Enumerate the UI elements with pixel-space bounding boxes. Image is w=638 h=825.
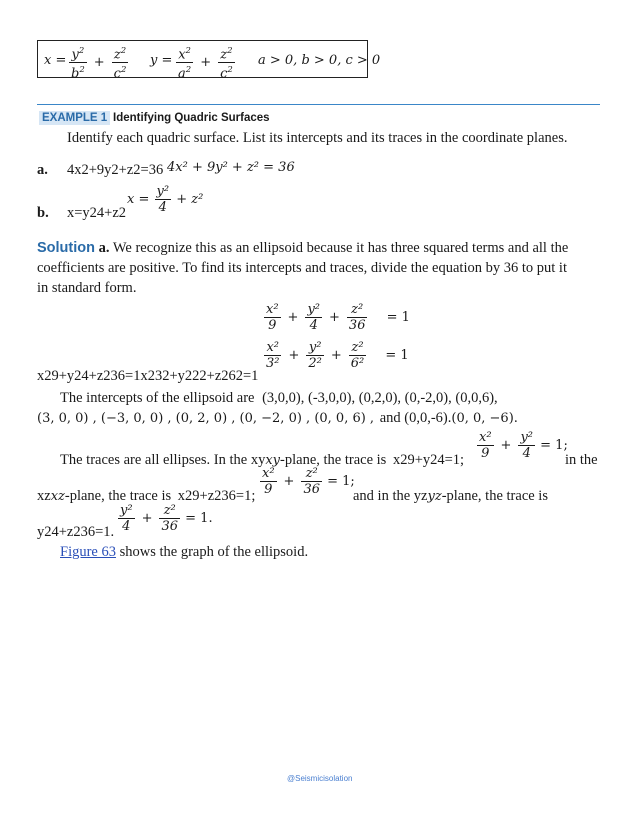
- fraction-z2-c2-second: $\frac{z^2}{c^2}$: [220, 46, 233, 82]
- example-title: Identifying Quadric Surfaces: [113, 112, 270, 124]
- y-equation-rhs: $\frac{x^2}{a^2}$ + $\frac{z^2}{c^2}$: [178, 46, 233, 82]
- watermark: @Seismicisolation: [287, 774, 353, 783]
- figure-63-link[interactable]: Figure 63: [60, 544, 116, 560]
- formula-box: [37, 40, 381, 82]
- x-equation-lhs: x =: [44, 53, 67, 68]
- example-badge: EXAMPLE 1: [39, 111, 110, 125]
- part-b-equation: x = $\frac{\text{y²}}{4}$ + z²: [127, 184, 204, 215]
- part-b-label: b.: [37, 205, 49, 221]
- example-divider: [37, 104, 600, 105]
- fraction-x2-a2: $\frac{x^2}{a^2}$: [178, 46, 192, 82]
- part-a-equation: 4x² + 9y² + z² = 36: [167, 160, 295, 175]
- standard-form-equation-2: $\frac{\text{x²}}{\text{3²}}$ + $\frac{\text{y²}}{\text{2²}}$ + $\frac{\text{z²}}{\text{6²}}$ = 1: [266, 340, 409, 371]
- figure-sentence: Figure 63 shows the graph of the ellipsoid.: [60, 544, 309, 560]
- positivity-condition: a > 0, b > 0, c > 0: [258, 53, 381, 68]
- x-equation-rhs: $\frac{y^2}{b^2}$ + $\frac{z^2}{c^2}$: [71, 46, 127, 82]
- trace-yz-plain: y24+z236=1.: [37, 524, 115, 540]
- intercepts-line: The intercepts of the ellipsoid are (3,0,0), (-3,0,0), (0,2,0), (0,-2,0), (0,0,6),: [60, 390, 498, 406]
- intercepts-math-line: (3, 0, 0) , (−3, 0, 0) , (0, 2, 0) , (0, −2, 0) , (0, 0, 6) , and (0,0,-6).(0, 0, −6).: [37, 410, 518, 426]
- solution-line-1: Solution a. We recognize this as an ellipsoid because it has three squared terms and all the: [37, 240, 569, 256]
- part-a-label: a.: [37, 162, 48, 178]
- standard-form-plain: x29+y24+z236=1x232+y222+z262=1: [37, 368, 259, 384]
- trace-xy-equation: $\frac{\text{x²}}{9}$ + $\frac{\text{y²}}{4}$ = 1;: [479, 430, 568, 461]
- example-intro: Identify each quadric surface. List its intercepts and its traces in the coordinate planes.: [67, 130, 568, 146]
- fraction-y2-b2: $\frac{y^2}{b^2}$: [71, 46, 85, 82]
- y-equation-lhs: y =: [150, 53, 173, 68]
- traces-line-1: The traces are all ellipses. In the xyxy-plane, the trace is x29+y24=1;: [60, 452, 465, 468]
- solution-line-2: coefficients are positive. To find its intercepts and traces, divide the equation by 36 to put it: [37, 260, 567, 276]
- fraction-z2-c2: $\frac{z^2}{c^2}$: [113, 46, 127, 82]
- part-b-plain: x=y24+z2: [67, 205, 127, 221]
- part-a-plain: 4x2+9y2+z2=36: [67, 162, 164, 178]
- trace-yz-equation: $\frac{\text{y²}}{4}$ + $\frac{\text{z²}}{36}$ = 1.: [120, 503, 213, 534]
- solution-keyword: Solution: [37, 240, 95, 256]
- standard-form-equation-1: $\frac{\text{x²}}{9}$ + $\frac{\text{y²}}{4}$ + $\frac{\text{z²}}{36}$ = 1: [266, 302, 410, 333]
- trace-xz-equation: $\frac{\text{x²}}{9}$ + $\frac{\text{z²}}{36}$ = 1;: [262, 466, 355, 497]
- solution-line-3: in standard form.: [37, 280, 137, 296]
- traces-line-2: xzxz-plane, the trace is x29+z236=1;: [37, 488, 256, 504]
- traces-yz-intro: and in the yzyz-plane, the trace is: [353, 488, 548, 504]
- traces-in-the: in the: [565, 452, 598, 468]
